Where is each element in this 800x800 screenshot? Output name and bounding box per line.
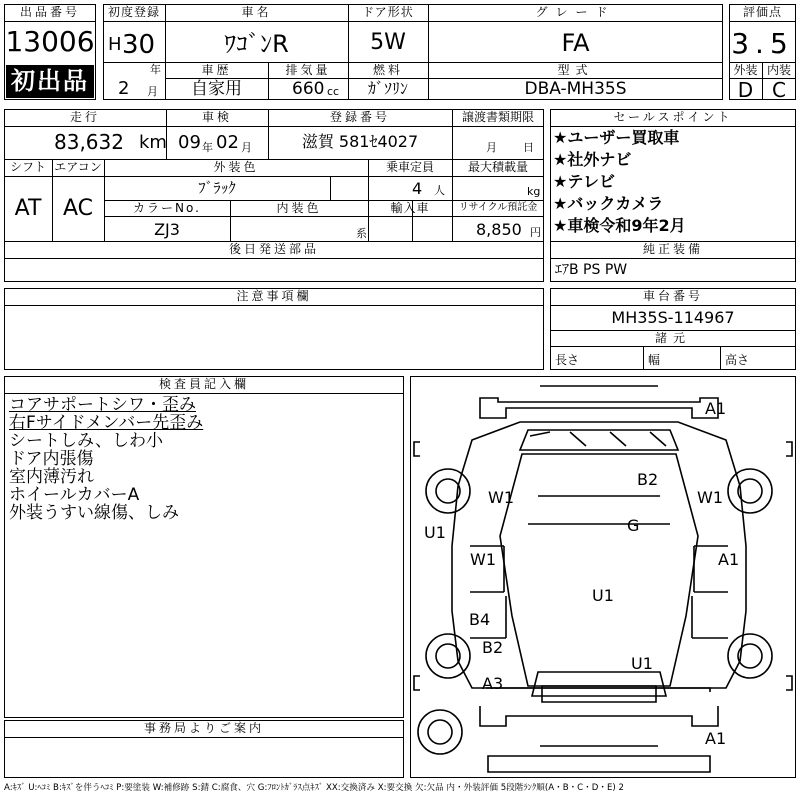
mark-left-quarter: B2	[482, 638, 504, 657]
maxload-unit: kg	[527, 185, 541, 198]
era-letter: H	[108, 34, 122, 55]
interior-color-unit: 系	[356, 227, 367, 240]
transfer-label: 譲渡書類期限	[461, 110, 534, 124]
inspector-line-3: シートしみ、しわ小	[9, 431, 164, 451]
model-value: DBA-MH35S	[524, 79, 627, 99]
capacity-unit: 人	[434, 184, 445, 197]
transfer-day: 日	[523, 141, 534, 154]
inspection-year-suffix: 年	[202, 141, 213, 154]
shift-label: シフト	[9, 160, 46, 174]
grade-label: グレード	[535, 5, 616, 19]
maxload-label: 最大積載量	[467, 160, 528, 174]
fuel-label: 燃料	[372, 63, 403, 77]
mark-roof: U1	[592, 586, 614, 605]
mark-left-front-fender: W1	[488, 488, 514, 507]
history-label: 車歴	[201, 63, 232, 77]
grade-value: FA	[561, 29, 590, 57]
mileage-unit: km	[139, 132, 167, 153]
first-listing-badge: 初出品	[6, 65, 94, 98]
displacement-value: 660	[292, 79, 325, 99]
mark-rear-roof: U1	[631, 654, 653, 673]
recycle-label: リサイクル預託金	[458, 202, 538, 213]
mark-rear-bumper: A1	[705, 729, 727, 748]
sales-point-3: ★テレビ	[553, 172, 616, 191]
inspector-line-6: ホイールカバーA	[9, 485, 140, 505]
inspection-label: 車検	[201, 110, 232, 124]
fuel-value: ｶﾞｿﾘﾝ	[367, 79, 408, 98]
ac-value: AC	[62, 196, 94, 221]
inspector-line-7: 外装うすい線傷、しみ	[9, 503, 179, 523]
mark-right-front-door: A1	[718, 550, 740, 569]
mark-left-front-door: W1	[470, 550, 496, 569]
mark-right-front-fender: W1	[697, 488, 723, 507]
history-value: 自家用	[191, 79, 242, 99]
model-label: 型式	[557, 63, 594, 77]
ac-label: エアコン	[54, 160, 102, 174]
mark-windshield: G	[627, 516, 640, 535]
inspector-line-2: 右Fサイドメンバー先歪み	[9, 413, 204, 433]
car-name: ﾜｺﾞﾝR	[224, 30, 289, 58]
plate-label: 登録番号	[329, 110, 390, 124]
chassis-label: 車台番号	[642, 289, 703, 303]
month-suffix: 月	[147, 85, 158, 98]
displacement-unit: cc	[327, 85, 340, 98]
mark-left-outer: U1	[424, 523, 446, 542]
import-label: 輸入車	[390, 201, 430, 215]
color-no-label: カラーNo.	[133, 201, 201, 215]
dims-height: 高さ	[725, 353, 750, 367]
equipment-value: ｴｱB PS PW	[555, 262, 628, 278]
sales-points-label: セールスポイント	[613, 110, 733, 124]
interior-color-label: 内装色	[276, 201, 322, 215]
inspector-line-1: コアサポートシワ・歪み	[9, 395, 196, 415]
car-name-label: 車名	[241, 5, 272, 19]
exterior-label: 外装	[733, 63, 758, 77]
inspection-month-suffix: 月	[241, 141, 252, 154]
color-label: 外装色	[213, 160, 259, 174]
displacement-label: 排気量	[285, 63, 331, 77]
car-diagram	[410, 376, 796, 778]
first-registration-label: 初度登録	[107, 5, 160, 19]
year-suffix: 年	[150, 63, 161, 76]
mileage-value: 83,632	[54, 130, 124, 154]
lot-number: 13006	[5, 25, 95, 58]
inspection-month: 02	[216, 132, 239, 153]
interior-label: 内装	[766, 63, 791, 77]
mark-front-bumper: A1	[705, 399, 727, 418]
transfer-month: 月	[486, 141, 497, 154]
sales-point-4: ★バックカメラ	[553, 194, 664, 213]
score-value: 3.5	[731, 27, 794, 60]
interior-grade: C	[772, 78, 786, 102]
plate-value: 滋賀 581ｾ4027	[301, 132, 419, 151]
registration-month: 2	[118, 78, 130, 99]
sales-point-1: ★ユーザー買取車	[553, 128, 680, 147]
notes-label: 注意事項欄	[236, 289, 312, 303]
sales-point-5: ★車検令和9年2月	[553, 216, 686, 235]
shift-value: AT	[14, 196, 42, 221]
mark-rear-left: A3	[482, 674, 504, 693]
door-type: 5W	[370, 30, 406, 55]
color-no-value: ZJ3	[154, 220, 180, 239]
mark-left-rear-door: B4	[469, 610, 491, 629]
registration-year: 30	[122, 30, 156, 60]
office-label: 事務局よりご案内	[143, 721, 264, 735]
color-value: ﾌﾞﾗｯｸ	[198, 179, 236, 197]
exterior-grade: D	[737, 78, 754, 102]
capacity-value: 4	[412, 179, 423, 198]
legend-text: A:ｷｽﾞ U:ﾍｺﾐ B:ｷｽﾞを伴うﾍｺﾐ P:要塗装 W:補修跡 S:錆 C:腐食、穴 G:ﾌﾛﾝﾄｶﾞﾗｽ点ｷｽﾞ XX:交換済み X:要交換 欠:欠品 内・外装評価 5段階ﾗﾝｸ順(A・B・C・D・E) 2	[4, 783, 624, 793]
equipment-label: 純正装備	[642, 242, 703, 256]
inspection-year: 09	[178, 132, 201, 153]
mileage-label: 走行	[69, 110, 100, 124]
inspector-line-5: 室内薄汚れ	[9, 467, 94, 487]
dims-width: 幅	[648, 353, 661, 367]
sales-point-2: ★社外ナビ	[553, 150, 632, 169]
recycle-unit: 円	[530, 226, 541, 239]
chassis-number: MH35S-114967	[611, 308, 735, 327]
lot-label: 出品番号	[19, 5, 80, 19]
mark-hood: B2	[637, 470, 659, 489]
door-label: ドア形状	[362, 5, 414, 19]
dims-label: 諸元	[654, 331, 691, 345]
recycle-value: 8,850	[476, 220, 522, 239]
inspector-line-4: ドア内張傷	[9, 449, 94, 469]
dims-length: 長さ	[555, 353, 580, 367]
later-parts-label: 後日発送部品	[228, 242, 319, 256]
score-label: 評価点	[742, 5, 782, 19]
inspector-label: 検査員記入欄	[158, 377, 249, 391]
capacity-label: 乗車定員	[385, 160, 434, 174]
